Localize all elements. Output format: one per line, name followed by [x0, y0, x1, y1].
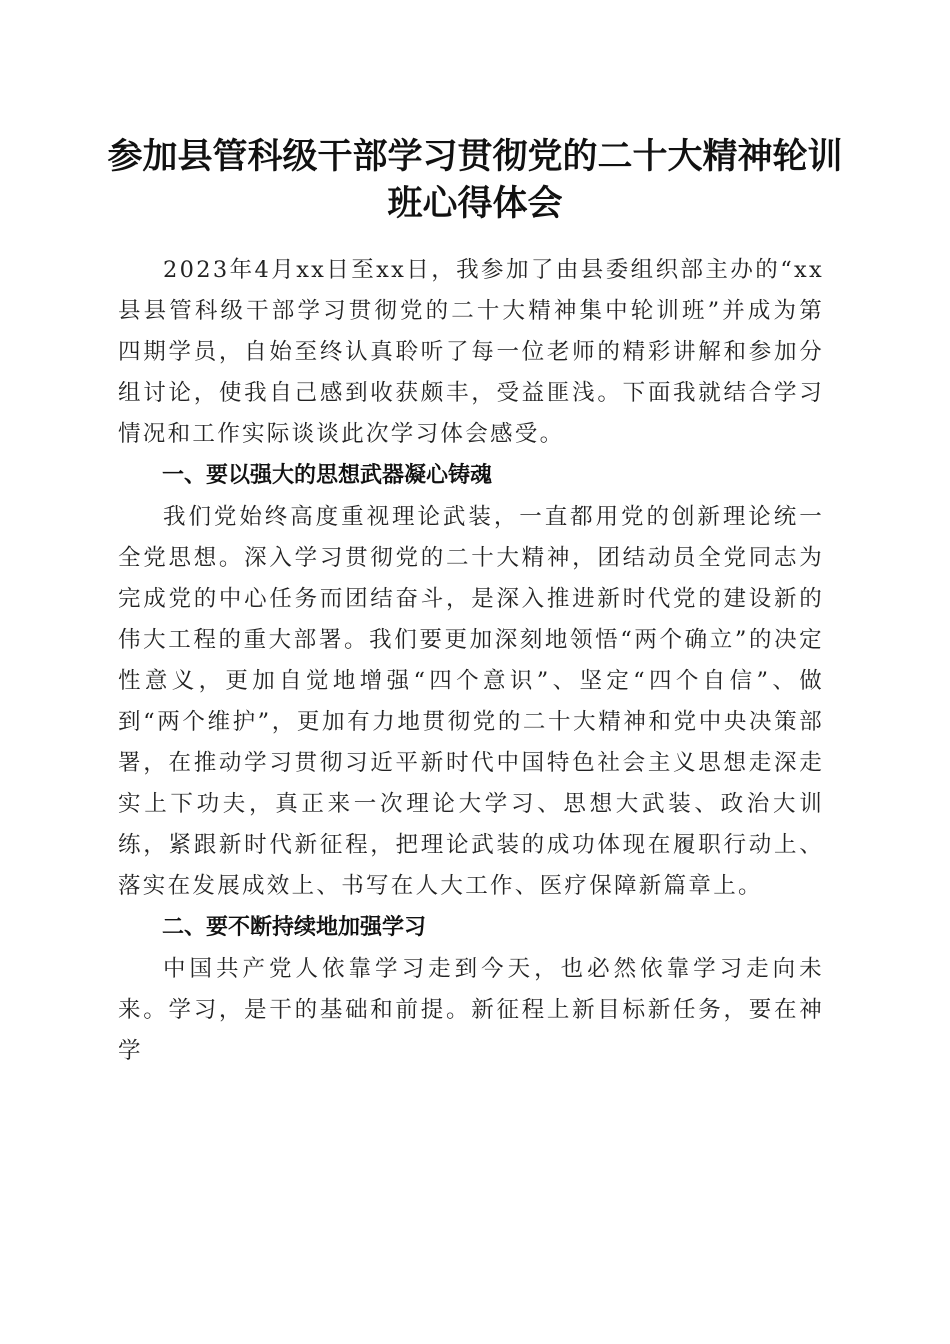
document-title: 参加县管科级干部学习贯彻党的二十大精神轮训班心得体会	[107, 136, 843, 224]
document-body	[118, 250, 824, 1072]
intro-paragraph: 2023年4月xx日至xx日，我参加了由县委组织部主办的“xx县县管科级干部学习贯彻党的二十大精神集中轮训班”并成为第四期学员，自始至终认真聆听了每一位老师的精彩讲解和参加分组讨论，使我自己感到收获颇丰，受益匪浅。下面我就结合学习情况和工作实际谈谈此次学习体会感受。	[118, 257, 824, 447]
section-heading-2: 二、要不断持续地加强学习	[162, 915, 427, 940]
section-2-paragraph: 中国共产党人依靠学习走到今天，也必然依靠学习走向未来。学习，是干的基础和前提。新征程上新目标新任务，要在神学	[118, 956, 824, 1064]
section-1-paragraph: 我们党始终高度重视理论武装，一直都用党的创新理论统一全党思想。深入学习贯彻党的二十大精神，团结动员全党同志为完成党的中心任务而团结奋斗，是深入推进新时代党的建设新的伟大工程的重大部署。我们要更加深刻地领悟“两个确立”的决定性意义，更加自觉地增强“四个意识”、坚定“四个自信”、做到“两个维护”，更加有力地贯彻党的二十大精神和党中央决策部署，在推动学习贯彻习近平新时代中国特色社会主义思想走深走实上下功夫，真正来一次理论大学习、思想大武装、政治大训练，紧跟新时代新征程，把理论武装的成功体现在履职行动上、落实在发展成效上、书写在人大工作、医疗保障新篇章上。	[118, 504, 824, 899]
section-heading-1: 一、要以强大的思想武器凝心铸魂	[162, 463, 493, 488]
